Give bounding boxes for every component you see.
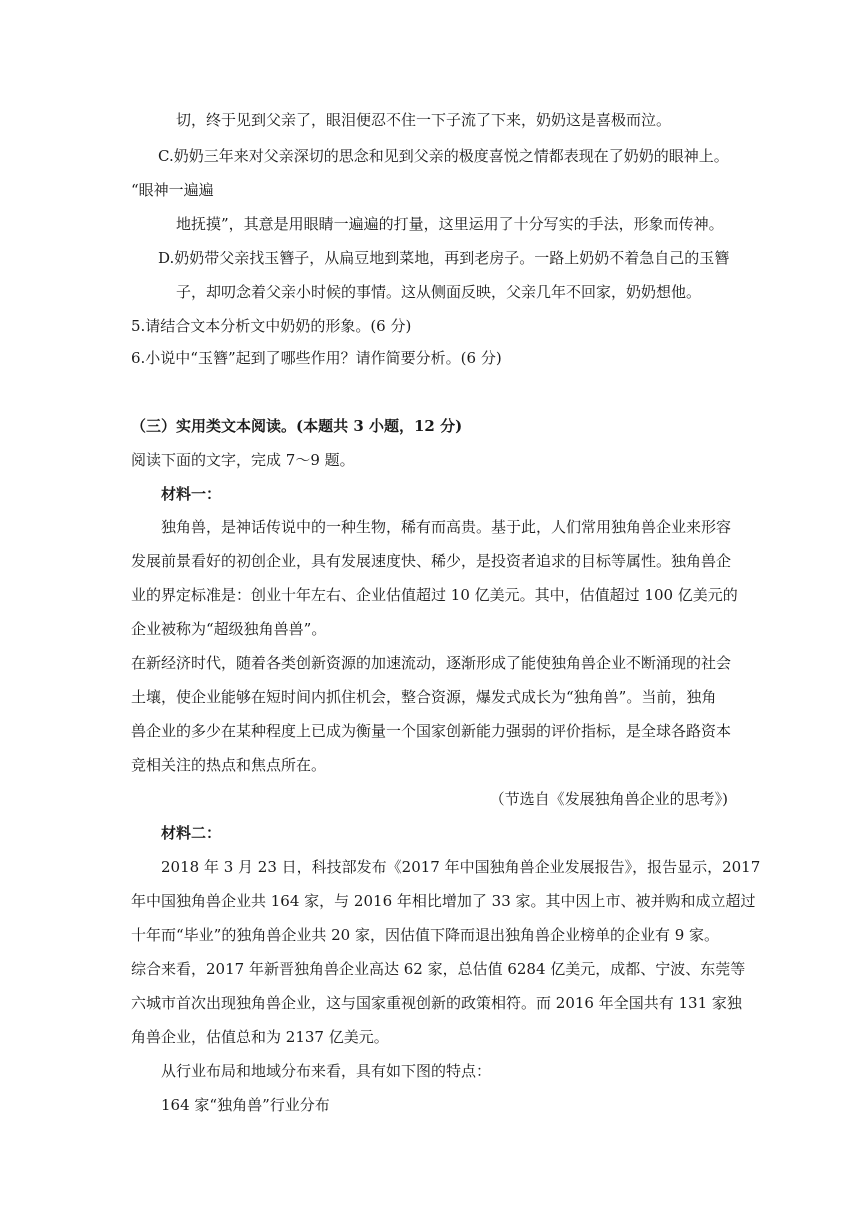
material-2-p2: 从行业布局和地域分布来看，具有如下图的特点： xyxy=(161,1062,492,1080)
material-2-p1-line1: 2018 年 3 月 23 日，科技部发布《2017 年中国独角兽企业发展报告》，报告显示，2017 xyxy=(161,858,761,876)
material-2-title: 材料二： xyxy=(161,824,222,842)
material-2-p1-line3: 十年而“毕业”的独角兽企业共 20 家，因估值下降而退出独角兽企业榜单的企业有 9 家。 xyxy=(131,926,720,944)
material-1-p1-line4: 企业被称为“超级独角兽兽”。 xyxy=(131,620,327,638)
option-c-line1: C.奶奶三年来对父亲深切的思念和见到父亲的极度喜悦之情都表现在了奶奶的眼神上。 xyxy=(158,147,729,165)
material-1-p1-line2: 发展前景看好的初创企业，具有发展速度快、稀少，是投资者追求的目标等属性。独角兽企 xyxy=(131,552,732,570)
section-3-instruction: 阅读下面的文字，完成 7～9 题。 xyxy=(131,451,355,469)
material-1-title: 材料一： xyxy=(161,485,222,503)
material-2-p1-line2: 年中国独角兽企业共 164 家，与 2016 年相比增加了 33 家。其中因上市、被并购和成立超过 xyxy=(131,892,756,910)
material-1-p1-line3: 业的界定标准是：创业十年左右、企业估值超过 10 亿美元。其中，估值超过 100 亿美元的 xyxy=(131,586,738,604)
material-1-p1-line1: 独角兽，是神话传说中的一种生物，稀有而高贵。基于此，人们常用独角兽企业来形容 xyxy=(161,518,732,536)
material-1-p2-line4: 竞相关注的热点和焦点所在。 xyxy=(131,756,327,774)
option-c-line2: “眼神一遍遍 xyxy=(131,181,214,199)
material-1-source: （节选自《发展独角兽企业的思考》) xyxy=(489,790,728,808)
option-d-line2: 子，却叨念着父亲小时候的事情。这从侧面反映，父亲几年不回家，奶奶想他。 xyxy=(176,283,702,301)
question-6: 6.小说中“玉簪”起到了哪些作用？请作简要分析。(6 分) xyxy=(131,349,502,367)
material-1-p2-line2: 土壤，使企业能够在短时间内抓住机会，整合资源，爆发式成长为“独角兽”。当前，独角 xyxy=(131,688,717,706)
material-1-p2-line3: 兽企业的多少在某种程度上已成为衡量一个国家创新能力强弱的评价指标，是全球各路资本 xyxy=(131,722,732,740)
chart-caption: 164 家“独角兽”行业分布 xyxy=(161,1096,330,1114)
section-3-heading: （三）实用类文本阅读。(本题共 3 小题，12 分) xyxy=(131,417,463,435)
material-2-p1-line4: 综合来看，2017 年新晋独角兽企业高达 62 家，总估值 6284 亿美元，成都、宁波、东莞等 xyxy=(131,960,746,978)
material-2-p1-line6: 角兽企业，估值总和为 2137 亿美元。 xyxy=(131,1028,389,1046)
question-5: 5.请结合文本分析文中奶奶的形象。(6 分) xyxy=(131,317,412,335)
option-c-line3: 地抚摸”，其意是用眼睛一遍遍的打量，这里运用了十分写实的手法，形象而传神。 xyxy=(176,215,724,233)
material-1-p2-line1: 在新经济时代，随着各类创新资源的加速流动，逐渐形成了能使独角兽企业不断涌现的社会 xyxy=(131,654,732,672)
option-d-line1: D.奶奶带父亲找玉簪子，从扁豆地到菜地，再到老房子。一路上奶奶不着急自己的玉簪 xyxy=(158,249,730,267)
option-b-continuation: 切，终于见到父亲了，眼泪便忍不住一下子流了下来，奶奶这是喜极而泣。 xyxy=(176,111,672,129)
material-2-p1-line5: 六城市首次出现独角兽企业，这与国家重视创新的政策相符。而 2016 年全国共有 131 家独 xyxy=(131,994,742,1012)
